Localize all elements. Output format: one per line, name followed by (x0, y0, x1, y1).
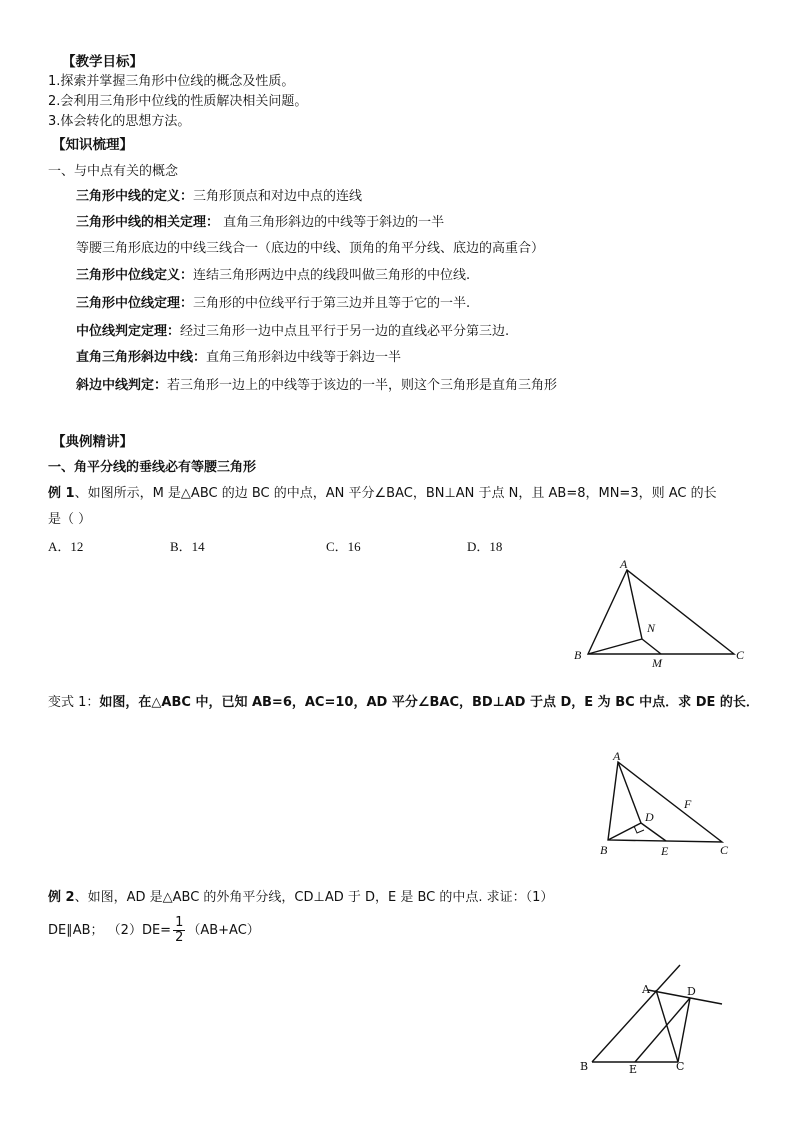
term: 三角形中位线定义 (76, 268, 181, 283)
option-b: B．14 (170, 539, 205, 554)
goals-title: 【教学目标】 (62, 54, 143, 70)
knowledge-title: 【知识梳理】 (52, 137, 133, 153)
knowledge-line-1: 三角形中线的定义：三角形顶点和对边中点的连线 (76, 189, 363, 204)
label-c: C (676, 1060, 685, 1073)
term: 三角形中线的相关定理 (76, 215, 207, 230)
example-2-figure (572, 960, 732, 1078)
knowledge-line-5: 三角形中位线定理：三角形的中位线平行于第三边并且等于它的一半. (76, 296, 471, 311)
examples-title: 【典例精讲】 (52, 434, 133, 450)
label-d: D (687, 985, 696, 998)
example-2-text: 例 2、如图，AD 是△ABC 的外角平分线，CD⊥AD 于 D，E 是 BC 的中点. 求证：（1） (48, 890, 554, 905)
label-b: B (580, 1060, 589, 1073)
fraction-one-half: $\frac{1}{2}$ (175, 915, 184, 945)
knowledge-line-7: 直角三角形斜边中线：直角三角形斜边中线等于斜边一半 (76, 350, 402, 365)
segment-bn (588, 639, 642, 654)
term: 三角形中线的定义 (76, 189, 181, 204)
label-a: A (642, 983, 650, 996)
label-m: M (652, 656, 662, 670)
knowledge-line-4: 三角形中位线定义：连结三角形两边中点的线段叫做三角形的中位线. (76, 268, 471, 283)
right-angle-mark (634, 826, 644, 833)
variant-1-text: 变式 1：如图，在△ABC 中，已知 AB=6，AC=10，AD 平分∠BAC，BD⊥AD 于点 D，E 为 BC 中点．求 DE 的长． (48, 695, 759, 710)
segment-de (641, 823, 666, 841)
label-b: B (600, 843, 608, 857)
label-a: A (620, 557, 628, 571)
option-a: A．12 (48, 539, 84, 554)
knowledge-section-1: 一、与中点有关的概念 (48, 164, 179, 179)
label-c: C (720, 843, 729, 857)
knowledge-line-8: 斜边中线判定：若三角形一边上的中线等于该边的一半，则这个三角形是直角三角形 (76, 378, 558, 393)
term: 直角三角形斜边中线 (76, 350, 194, 365)
goal-item-2: 2.会利用三角形中位线的性质解决相关问题。 (48, 94, 308, 109)
triangle-abc (588, 570, 734, 654)
label-d: D (645, 810, 654, 824)
example-2-text-2: DE∥AB； （2）DE= $\frac{1}{2}$ （AB+AC） (48, 915, 260, 945)
example-1-text: 例 1、如图所示，M 是△ABC 的边 BC 的中点，AN 平分∠BAC，BN⊥AN 于点 N，且 AB=8，MN=3，则 AC 的长 (48, 486, 717, 501)
label-e: E (661, 844, 669, 858)
knowledge-line-3: 等腰三角形底边的中线三线合一（底边的中线、顶角的角平分线、底边的高重合） (76, 241, 545, 256)
variant-1-figure (596, 748, 746, 860)
term: 中位线判定定理 (76, 324, 168, 339)
segment-ed (635, 998, 690, 1062)
goal-item-3: 3.体会转化的思想方法。 (48, 114, 191, 129)
example-1-text-2: 是（ ） (48, 512, 92, 527)
examples-section-1: 一、角平分线的垂线必有等腰三角形 (48, 460, 257, 475)
label-n: N (647, 621, 656, 635)
option-d: D．18 (467, 539, 503, 554)
knowledge-line-2: 三角形中线的相关定理： 直角三角形斜边的中线等于斜边的一半 (76, 215, 445, 230)
triangle-abc (608, 762, 722, 842)
segment-ac (656, 990, 678, 1062)
segment-nm (642, 639, 661, 654)
knowledge-line-6: 中位线判定定理：经过三角形一边中点且平行于另一边的直线必平分第三边. (76, 324, 510, 339)
variant-1-label: 变式 1： (48, 695, 100, 710)
example-1-figure (570, 556, 760, 672)
label-c: C (736, 648, 745, 662)
label-a: A (613, 749, 621, 763)
segment-cd (678, 998, 690, 1062)
segment-ba-extended (592, 965, 680, 1062)
example-1-label: 例 1 (48, 486, 75, 501)
term: 斜边中线判定 (76, 378, 155, 393)
goal-item-1: 1.探索并掌握三角形中位线的概念及性质。 (48, 74, 295, 89)
label-f: F (684, 797, 692, 811)
option-c: C．16 (326, 539, 361, 554)
label-e: E (629, 1063, 638, 1076)
example-2-label: 例 2 (48, 890, 75, 905)
label-b: B (574, 648, 582, 662)
term: 三角形中位线定理 (76, 296, 181, 311)
